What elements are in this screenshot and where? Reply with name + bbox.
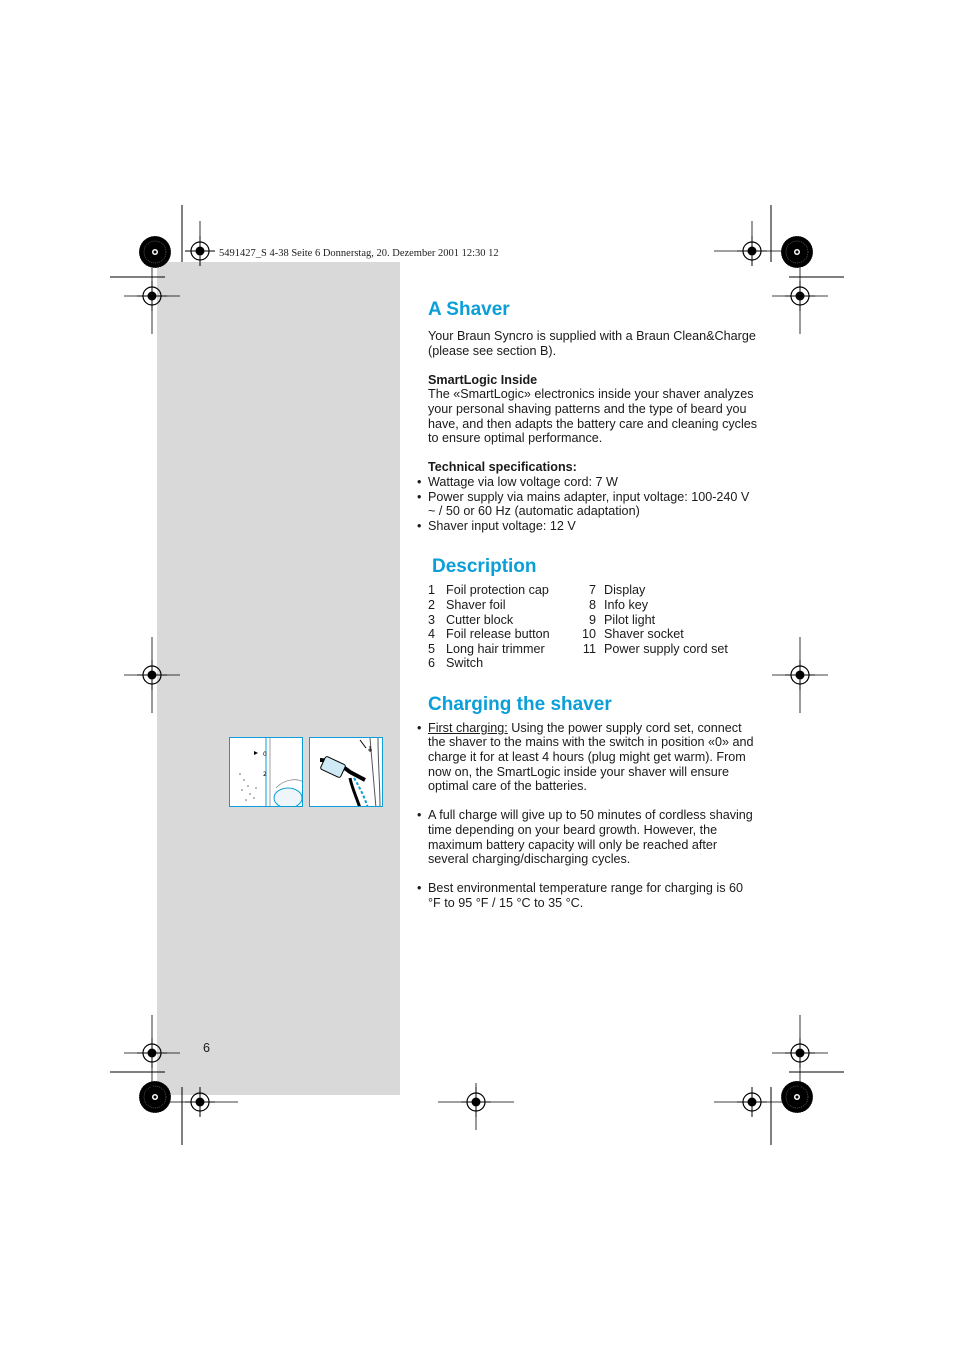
part-number: 10 xyxy=(581,627,596,642)
list-item: • Power supply via mains adapter, input voltage: 100-240 V ~ / 50 or 60 Hz (automatic adaptation) xyxy=(428,490,758,519)
list-item xyxy=(428,721,758,794)
part-label: Foil release button xyxy=(446,627,550,642)
list-item: • Wattage via low voltage cord: 7 W xyxy=(428,475,758,490)
part-number: 5 xyxy=(428,641,436,656)
part-number: 3 xyxy=(428,612,436,627)
tech-spec-heading: Technical specifications: xyxy=(428,460,577,475)
part-label: Shaver foil xyxy=(446,597,506,612)
smartlogic-heading: SmartLogic Inside xyxy=(428,372,538,387)
part-label: Switch xyxy=(446,656,484,671)
smartlogic-paragraph: The «SmartLogic» electronics inside your shaver analyzes your personal shaving patterns and the type of beard you have, and then adapts the battery care and cleaning cycles to ensure optimal performance. xyxy=(428,387,758,446)
part-label: Shaver socket xyxy=(604,627,684,642)
part-label: Power supply cord set xyxy=(604,641,728,656)
part-number: 9 xyxy=(588,612,596,627)
part-number: 1 xyxy=(428,583,436,598)
part-number: 8 xyxy=(588,597,596,612)
part-number xyxy=(580,656,604,671)
part-label: Info key xyxy=(604,597,649,612)
main-content xyxy=(428,298,758,911)
part-label: Cutter block xyxy=(446,612,514,627)
tech-spec-list xyxy=(428,475,758,533)
svg-text:2: 2 xyxy=(263,771,267,778)
star-target xyxy=(781,236,813,268)
part-label: Long hair trimmer xyxy=(446,641,545,656)
list-item: • Best environmental temperature range for charging is 60 °F to 95 °F / 15 °C to 35 °C. xyxy=(428,881,758,910)
part-number: 4 xyxy=(428,627,436,642)
list-item: • Shaver input voltage: 12 V xyxy=(428,519,758,534)
part-number: 2 xyxy=(428,597,436,612)
svg-text:0: 0 xyxy=(263,751,267,758)
part-label xyxy=(604,656,758,671)
description-parts-list xyxy=(428,583,758,671)
page-number: 6 xyxy=(203,1041,211,1055)
part-number: 6 xyxy=(428,656,436,671)
charging-list xyxy=(428,721,758,911)
print-header: 5491427_S 4-38 Seite 6 Donnerstag, 20. Dezember 2001 12:30 12 xyxy=(219,248,499,259)
section-title-shaver: A Shaver xyxy=(428,299,510,320)
shaver-switch-illustration xyxy=(229,737,303,807)
star-target xyxy=(781,1081,813,1113)
section-title-charging: Charging the shaver xyxy=(428,693,612,715)
part-label: Foil protection cap xyxy=(446,583,549,598)
list-item: • A full charge will give up to 50 minutes of cordless shaving time depending on your beard growth. However, the maximum battery capacity will only be reached after several charging/discharging cycles. xyxy=(428,808,758,866)
intro-paragraph: Your Braun Syncro is supplied with a Braun Clean&Charge (please see section B). xyxy=(428,329,756,358)
part-label: Display xyxy=(604,583,646,598)
star-target xyxy=(139,1081,171,1113)
section-title-description: Description xyxy=(432,556,537,578)
first-charging-text: Using the power supply cord set, connect the shaver to the mains with the switch in position «0» and charge it for at least 4 hours (plug might get warm). From now on, the SmartLogic inside your shaver will ensure optimal care of the batteries. xyxy=(428,720,754,794)
charging-plug-illustration xyxy=(309,737,383,807)
first-charging-label: First charging: xyxy=(428,720,508,735)
star-target xyxy=(139,236,171,268)
part-label: Pilot light xyxy=(604,612,656,627)
part-number: 7 xyxy=(588,583,596,598)
part-number: 11 xyxy=(582,641,596,656)
